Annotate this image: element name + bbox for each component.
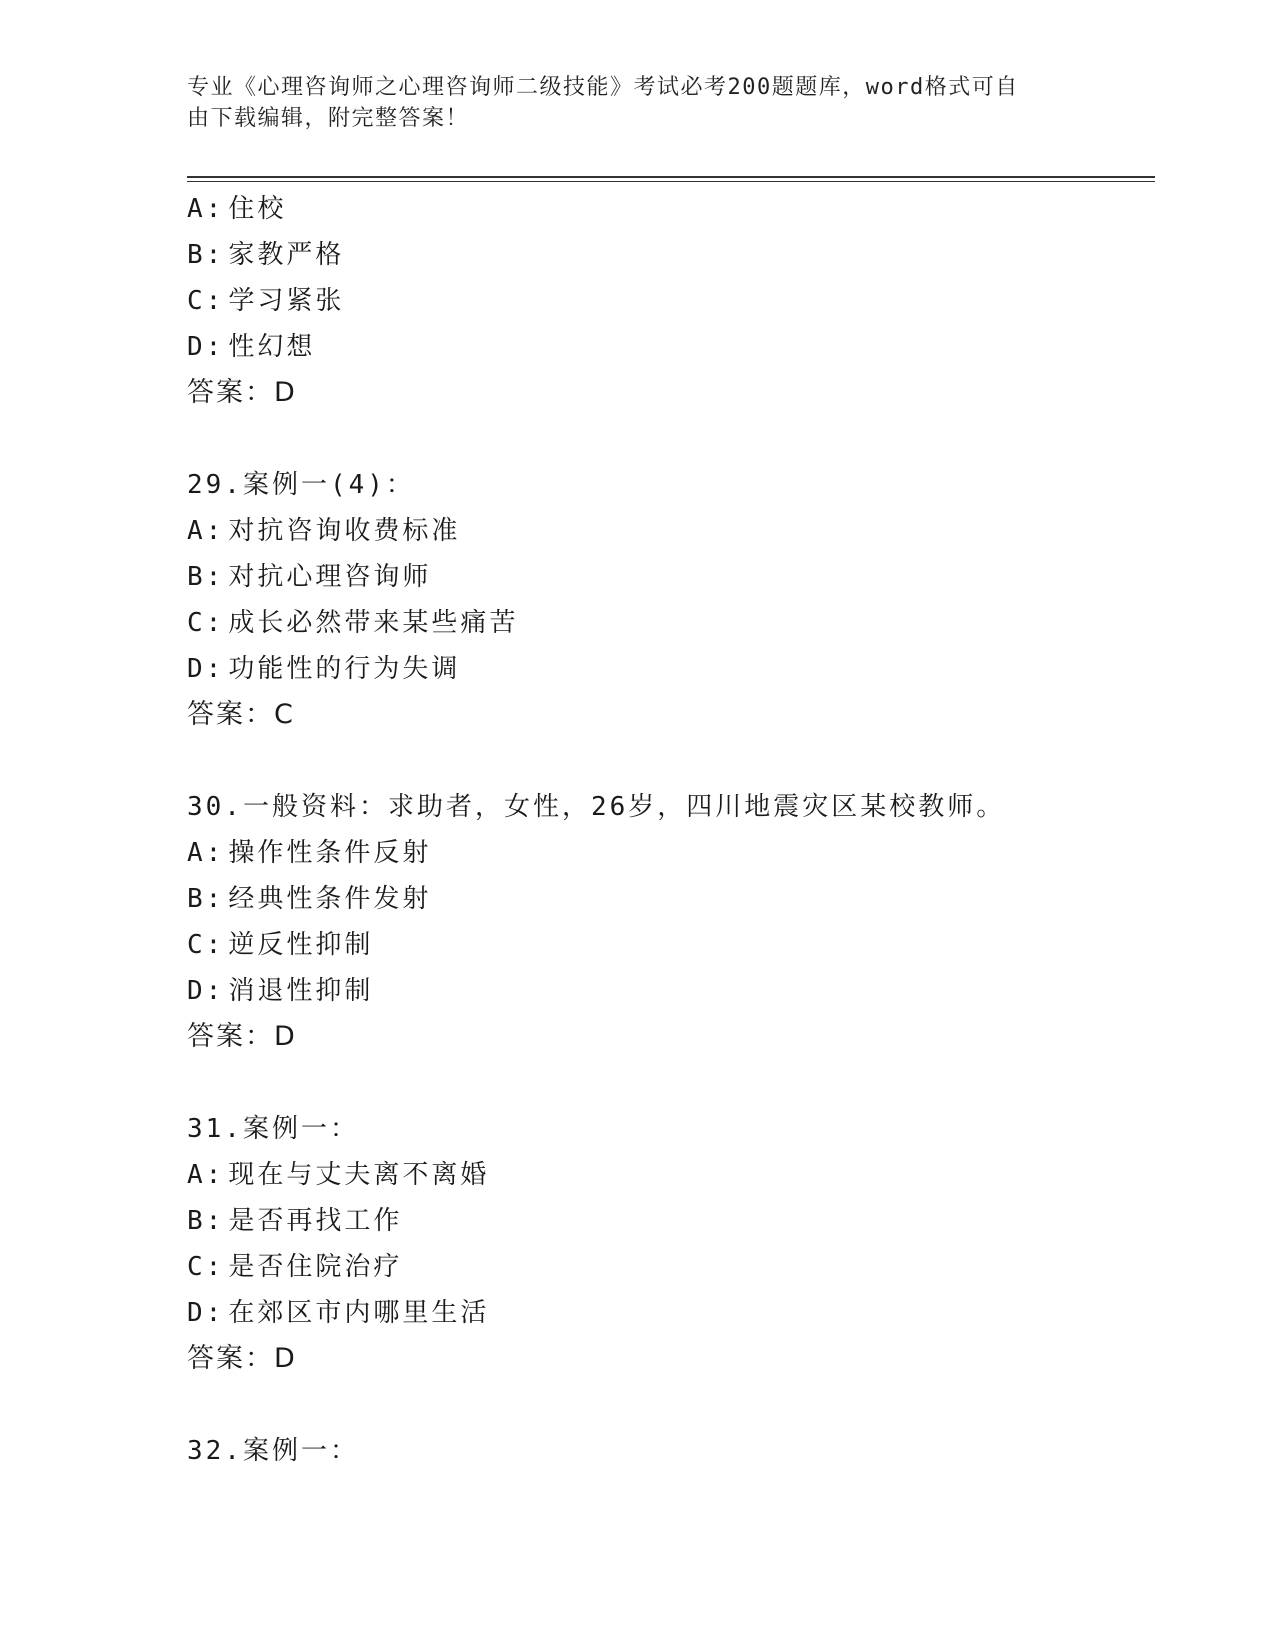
option-b [187,554,1147,600]
question-32 [187,1428,1147,1474]
option-label: C: [187,608,225,638]
document-header [187,72,1067,134]
question-text: 案例一： [242,1436,359,1466]
answer-prefix: 答案： [187,1343,274,1374]
spacer [187,738,1147,784]
option-label: C: [187,1252,225,1282]
option-text: 操作性条件反射 [228,838,432,868]
header-line-2: 由下载编辑，附完整答案！ [187,106,470,131]
option-d [187,646,1147,692]
option-label: D: [187,1298,225,1328]
option-b [187,876,1147,922]
header-divider [187,176,1155,182]
option-text: 是否住院治疗 [228,1252,403,1282]
question-stem [187,784,1147,830]
option-b [187,232,1147,278]
option-c [187,922,1147,968]
question-stem [187,1106,1147,1152]
option-b [187,1198,1147,1244]
question-number: 29. [187,470,243,500]
option-label: C: [187,286,225,316]
option-a [187,186,1147,232]
option-a [187,1152,1147,1198]
answer-value: D [274,377,297,408]
option-d [187,968,1147,1014]
question-stem [187,462,1147,508]
answer-value: C [274,699,295,730]
answer-line [187,1014,1147,1060]
question-28-tail [187,186,1147,416]
question-list [187,186,1147,1474]
option-text: 家教严格 [228,240,345,270]
option-label: D: [187,654,225,684]
option-c [187,278,1147,324]
option-c [187,600,1147,646]
option-label: B: [187,884,225,914]
option-d [187,324,1147,370]
option-label: D: [187,332,225,362]
option-d [187,1290,1147,1336]
question-text: 案例一(4)： [242,470,415,500]
question-29 [187,462,1147,738]
option-label: A: [187,194,225,224]
option-label: A: [187,516,225,546]
option-text: 逆反性抑制 [228,930,374,960]
option-label: C: [187,930,225,960]
option-label: B: [187,240,225,270]
option-text: 功能性的行为失调 [228,654,461,684]
question-31 [187,1106,1147,1382]
option-a [187,830,1147,876]
option-text: 成长必然带来某些痛苦 [228,608,519,638]
option-label: A: [187,1160,225,1190]
question-number: 30. [187,792,243,822]
answer-line [187,692,1147,738]
question-text: 案例一： [242,1114,359,1144]
question-number: 31. [187,1114,243,1144]
option-text: 对抗咨询收费标准 [228,516,461,546]
option-label: D: [187,976,225,1006]
option-text: 性幻想 [228,332,316,362]
answer-value: D [274,1343,297,1374]
option-c [187,1244,1147,1290]
option-label: A: [187,838,225,868]
answer-value: D [274,1021,297,1052]
option-label: B: [187,562,225,592]
spacer [187,1060,1147,1106]
question-number: 32. [187,1436,243,1466]
option-text: 是否再找工作 [228,1206,403,1236]
answer-line [187,1336,1147,1382]
spacer [187,416,1147,462]
answer-prefix: 答案： [187,699,274,730]
option-text: 在郊区市内哪里生活 [228,1298,490,1328]
question-30 [187,784,1147,1060]
question-text: 一般资料：求助者，女性，26岁，四川地震灾区某校教师。 [242,792,1006,822]
answer-line [187,370,1147,416]
answer-prefix: 答案： [187,1021,274,1052]
option-text: 住校 [228,194,287,224]
option-a [187,508,1147,554]
option-label: B: [187,1206,225,1236]
header-line-1: 专业《心理咨询师之心理咨询师二级技能》考试必考200题题库，word格式可自 [187,75,1019,100]
spacer [187,1382,1147,1428]
option-text: 消退性抑制 [228,976,374,1006]
option-text: 经典性条件发射 [228,884,432,914]
option-text: 现在与丈夫离不离婚 [228,1160,490,1190]
answer-prefix: 答案： [187,377,274,408]
question-stem [187,1428,1147,1474]
option-text: 对抗心理咨询师 [228,562,432,592]
option-text: 学习紧张 [228,286,345,316]
